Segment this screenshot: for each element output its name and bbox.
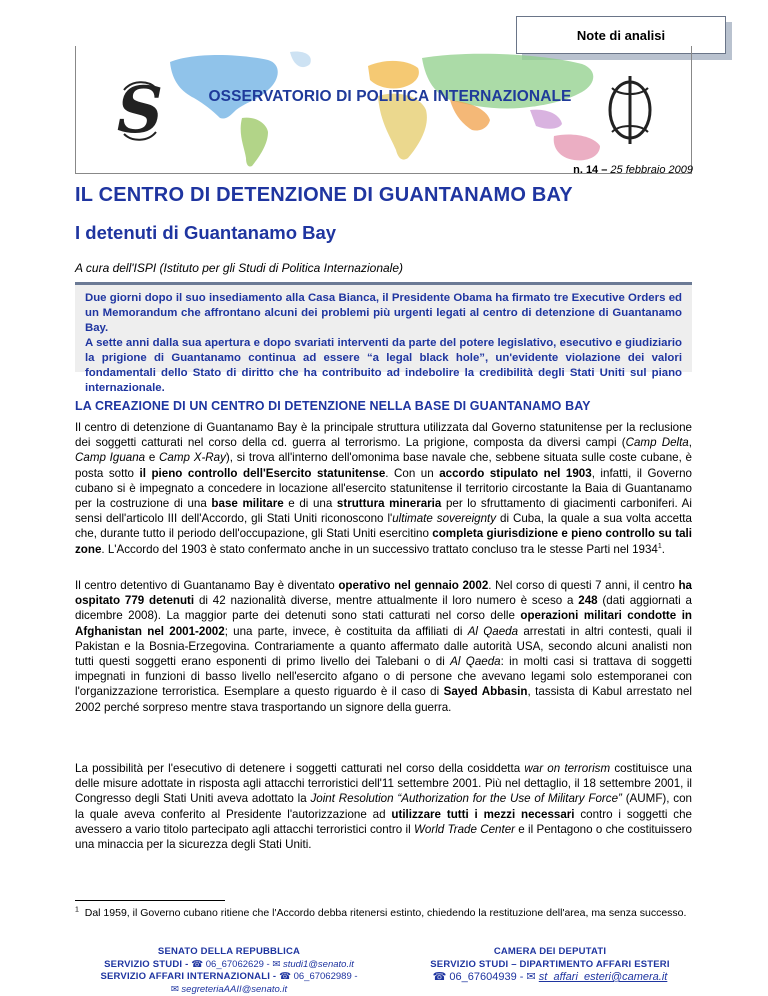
contact-senato	[95, 946, 363, 996]
mail-icon: ✉	[527, 971, 539, 983]
phone-icon: ☎	[433, 971, 450, 983]
footnote-ref[interactable]: 1	[658, 543, 662, 550]
body-paragraph-2: Il centro detentivo di Guantanamo Bay è diventato operativo nel gennaio 2002. Nel corso di questi 7 anni, il centro ha ospitato 779 detenuti di 42 nazionalità diverse, mentre attualmente il loro numero è sceso a 248 (dati aggiornati a dicembre 2008). La maggior parte dei detenuti sono stati catturati nel corso delle operazioni militari condotte in Afghanistan nel 2001-2002; una parte, invece, è costituita da affiliati di Al Qaeda arrestati in altri contesti, quali il Pakistan e la Bosnia-Erzegovina. Contrariamente a quanto affermato dalle autorità USA, secondo alcuni analisti non tutti questi soggetti erano esponenti di primo livello dei Talebani o di Al Qaeda: in molti casi si trattava di soggetti impegnati in funzioni di basso livello nell'esercito afgano o di persone che avevano legami solo estemporanei con l'organizzazione terroristica. Esemplare a questo riguardo è il caso di Sayed Abbasin, tassista di Kabul arrestato nel 2002 perché sorpreso mentre stava trasportando un signore della guerra.	[75, 578, 692, 715]
issue-info	[573, 164, 693, 176]
contact-camera	[400, 946, 700, 984]
body-paragraph-3: La possibilità per l'esecutivo di detenere i soggetti catturati nel corso della cosiddetta war on terrorism costituisce una delle misure adottate in risposta agli attacchi terroristici dell'11 settembre 2001. Più nel dettaglio, il 18 settembre 2001, il Congresso degli Stati Uniti aveva adottato la Joint Resolution “Authorization for the Use of Military Force” (AUMF), con la quale aveva conferito al Presidente l'autorizzazione ad utilizzare tutti i mezzi necessari contro i soggetti che avessero a vario titolo partecipato agli attacchi terroristici contro il World Trade Center e il Pentagono o che costituissero una minaccia per la sicurezza degli Stati Uniti.	[75, 761, 692, 852]
mail-icon: ✉	[272, 959, 283, 970]
senato-org: SENATO DELLA REPUBBLICA	[95, 946, 363, 959]
issue-number: n. 14 –	[573, 164, 607, 176]
summary-paragraph-1: Due giorni dopo il suo insediamento alla Casa Bianca, il Presidente Obama ha firmato tre Executive Orders ed un Memorandum che affrontano alcuni dei problemi più urgenti legati al centro di detenzione di Guantanamo Bay.	[85, 291, 682, 336]
camera-email[interactable]: st_affari_esteri@camera.it	[539, 971, 668, 983]
footnote-number: 1	[75, 907, 79, 914]
section-title: LA CREAZIONE DI UN CENTRO DI DETENZIONE NELLA BASE DI GUANTANAMO BAY	[75, 399, 591, 413]
subtitle: I detenuti di Guantanamo Bay	[75, 222, 336, 244]
body-paragraph-1: Il centro di detenzione di Guantanamo Bay è la principale struttura utilizzata dal Governo statunitense per la reclusione dei soggetti catturati nel corso della cd. guerra al terrorismo. La prigione, composta da diversi campi (Camp Delta, Camp Iguana e Camp X-Ray), si trova all'interno dell'omonima base navale che, sebbene situata sulle coste cubane, è posta sotto il pieno controllo dell'Esercito statunitense. Con un accordo stipulato nel 1903, infatti, il Governo cubano si è impegnato a concedere in locazione all'esercito statunitense il territorio circostante la Baia di Guantanamo per la costruzione di una base militare e di una struttura mineraria per lo sfruttamento di giacimenti carboniferi. Ai sensi dell'articolo III dell'Accordo, gli Stati Uniti riconoscono l'ultimate sovereignty di Cuba, la quale a sua volta accetta che, durante tutto il periodo dell'occupazione, gli Stati Uniti esercitino completa giurisdizione e pieno controllo su tali zone. L'Accordo del 1903 è stato confermato anche in un successivo trattato concluso tra le stesse Parti nel 1934$^1$.	[75, 420, 692, 557]
camera-logo-icon	[600, 68, 660, 152]
senato-studi-line: SERVIZIO STUDI - ☎ 06_67062629 - ✉ studi1@senato.it	[95, 959, 363, 972]
senato-ai-email[interactable]: segreteriaAAII@senato.it	[181, 984, 287, 995]
footnote-text: Dal 1959, il Governo cubano ritiene che l'Accordo debba ritenersi estinto, chiedendo la restituzione dell'area, ma senza successo.	[85, 907, 687, 919]
observatory-title: OSSERVATORIO DI POLITICA INTERNAZIONALE	[200, 88, 580, 106]
main-title: IL CENTRO DI DETENZIONE DI GUANTANAMO BAY	[75, 184, 573, 207]
senato-logo-icon	[110, 70, 170, 150]
svg-text:S: S	[117, 73, 163, 148]
footnote-rule	[75, 900, 225, 901]
summary-box	[75, 282, 692, 372]
senato-ai-line: SERVIZIO AFFARI INTERNAZIONALI - ☎ 06_67062989 -	[95, 971, 363, 984]
footnote	[75, 906, 692, 920]
senato-ai-email-line	[95, 984, 363, 996]
mail-icon: ✉	[171, 984, 182, 995]
camera-service: SERVIZIO STUDI – DIPARTIMENTO AFFARI ESTERI	[400, 959, 700, 972]
camera-contact-line: ☎ 06_67604939 - ✉ st_affari_esteri@camera.it	[400, 971, 700, 984]
phone-icon: ☎	[279, 971, 293, 982]
phone-icon: ☎	[191, 959, 205, 970]
author-line: A cura dell'ISPI (Istituto per gli Studi di Politica Internazionale)	[75, 261, 403, 275]
summary-paragraph-2: A sette anni dalla sua apertura e dopo svariati interventi da parte del potere legislativo, esecutivo e giudiziario la prigione di Guantanamo continua ad essere “a legal black hole”, un'evidente violazione dei valori fondamentali dello Stato di diritto che ha contribuito ad indebolire la credibilità degli Stati Uniti sul piano internazionale.	[85, 336, 682, 396]
tag-label: Note di analisi	[516, 16, 726, 54]
issue-date: 25 febbraio 2009	[610, 164, 693, 176]
camera-org: CAMERA DEI DEPUTATI	[400, 946, 700, 959]
senato-studi-email[interactable]: studi1@senato.it	[283, 959, 354, 970]
